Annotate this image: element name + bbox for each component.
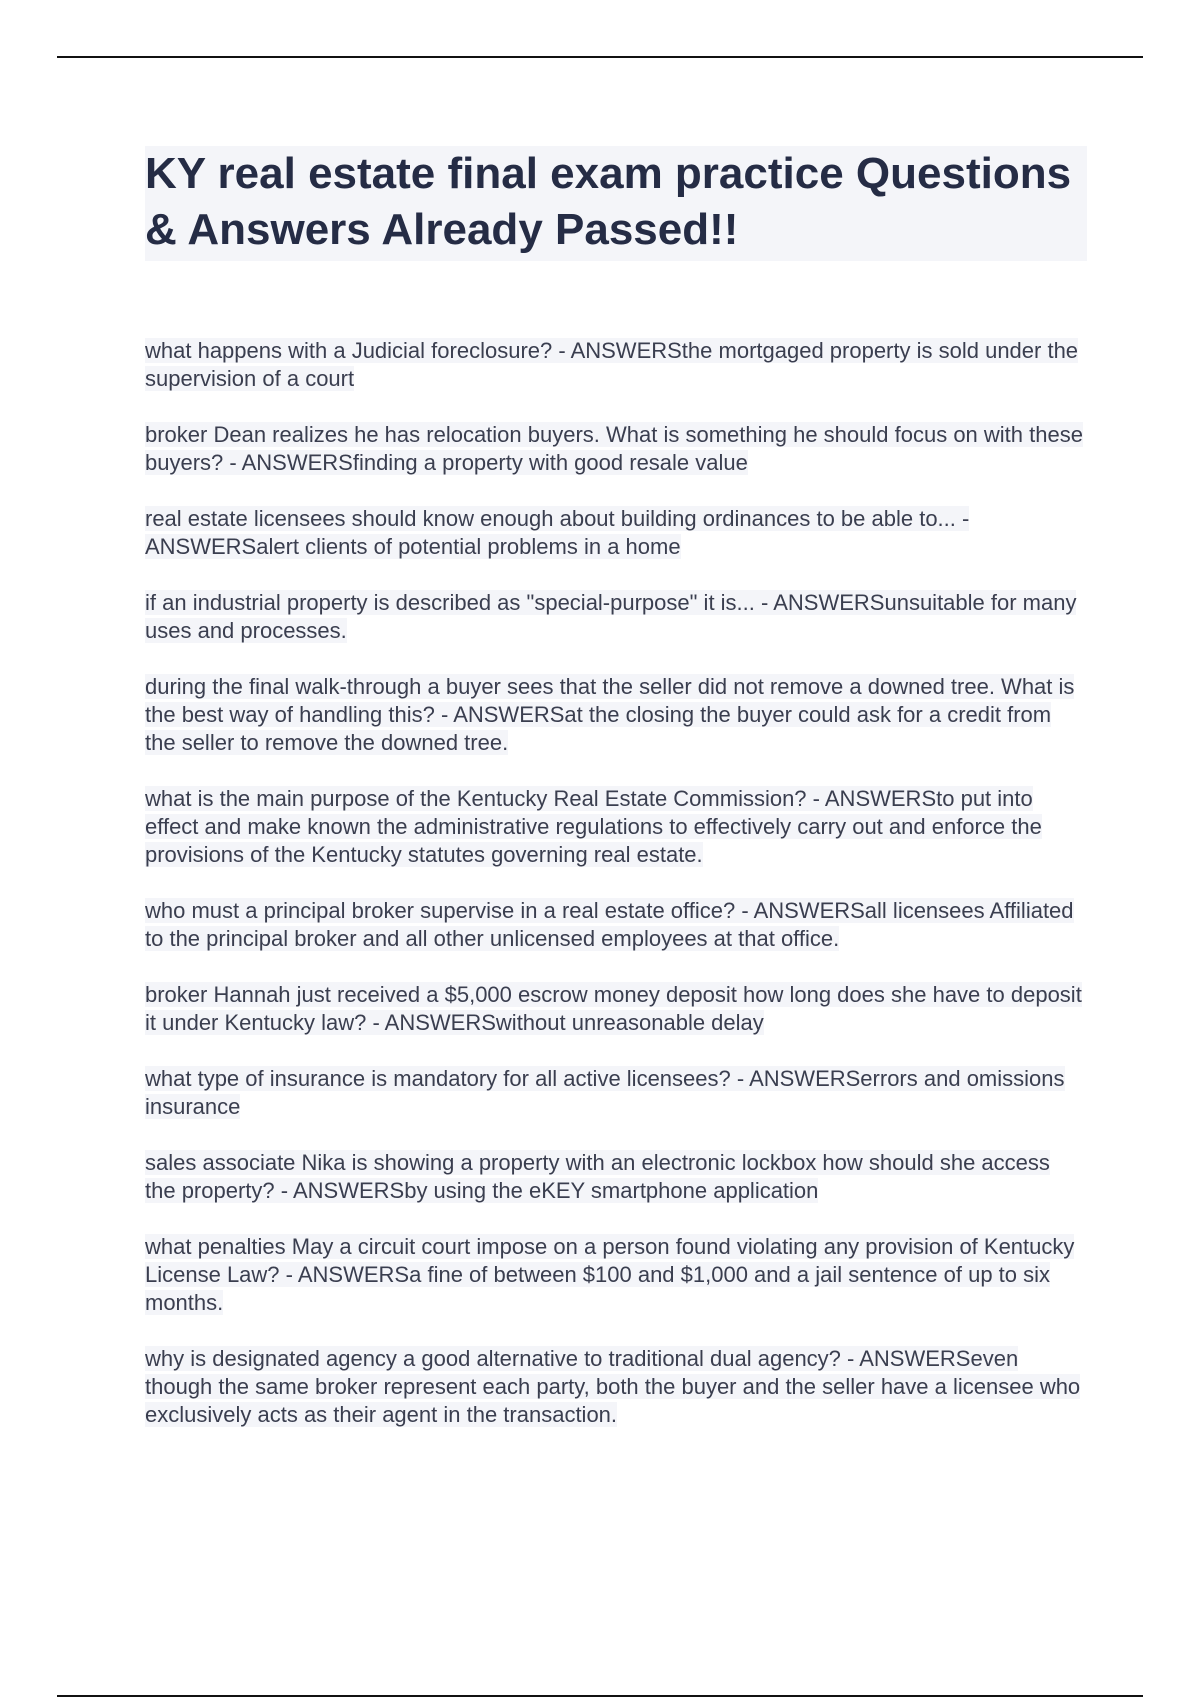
qa-text: during the final walk-through a buyer sees that the seller did not remove a downed tree. What is the best way of handling this? - ANSWERSat the closing the buyer could ask for a credit from the seller to remove the downed tree. xyxy=(145,674,1075,755)
qa-text: who must a principal broker supervise in a real estate office? - ANSWERSall licensees Affiliated to the principal broker and all other unlicensed employees at that office. xyxy=(145,898,1074,951)
qa-text: what happens with a Judicial foreclosure? - ANSWERSthe mortgaged property is sold under the supervision of a court xyxy=(145,338,1079,391)
qa-item-11 xyxy=(145,1233,1085,1317)
qa-text: why is designated agency a good alternative to traditional dual agency? - ANSWERSeven though the same broker represent each party, both the buyer and the seller have a licensee who exclusively acts as their agent in the transaction. xyxy=(145,1346,1081,1427)
qa-item-5 xyxy=(145,673,1085,757)
qa-item-7 xyxy=(145,897,1085,953)
qa-item-8 xyxy=(145,981,1085,1037)
qa-text: what penalties May a circuit court impose on a person found violating any provision of Kentucky License Law? - ANSWERSa fine of between $100 and $1,000 and a jail sentence of up to six months. xyxy=(145,1234,1075,1315)
qa-item-9 xyxy=(145,1065,1085,1121)
qa-item-12 xyxy=(145,1345,1085,1429)
footer-rule xyxy=(57,1695,1143,1697)
qa-item-1 xyxy=(145,337,1085,393)
qa-text: what type of insurance is mandatory for all active licensees? - ANSWERSerrors and omissions insurance xyxy=(145,1066,1065,1119)
qa-item-10 xyxy=(145,1149,1085,1205)
qa-list xyxy=(145,337,1085,1457)
qa-text: what is the main purpose of the Kentucky Real Estate Commission? - ANSWERSto put into effect and make known the administrative regulations to effectively carry out and enforce the provisions of the Kentucky statutes governing real estate. xyxy=(145,786,1042,867)
qa-item-3 xyxy=(145,505,1085,561)
qa-text: if an industrial property is described as "special-purpose" it is... - ANSWERSunsuitable for many uses and processes. xyxy=(145,590,1077,643)
qa-text: broker Hannah just received a $5,000 escrow money deposit how long does she have to deposit it under Kentucky law? - ANSWERSwithout unreasonable delay xyxy=(145,982,1082,1035)
qa-text: broker Dean realizes he has relocation buyers. What is something he should focus on with these buyers? - ANSWERSfinding a property with good resale value xyxy=(145,422,1083,475)
header-rule xyxy=(57,56,1143,58)
qa-item-4 xyxy=(145,589,1085,645)
qa-text: real estate licensees should know enough about building ordinances to be able to... - ANSWERSalert clients of potential problems in a home xyxy=(145,506,970,559)
qa-text: sales associate Nika is showing a property with an electronic lockbox how should she access the property? - ANSWERSby using the eKEY smartphone application xyxy=(145,1150,1050,1203)
document-title: KY real estate final exam practice Questions & Answers Already Passed!! xyxy=(145,146,1087,261)
qa-item-2 xyxy=(145,421,1085,477)
qa-item-6 xyxy=(145,785,1085,869)
